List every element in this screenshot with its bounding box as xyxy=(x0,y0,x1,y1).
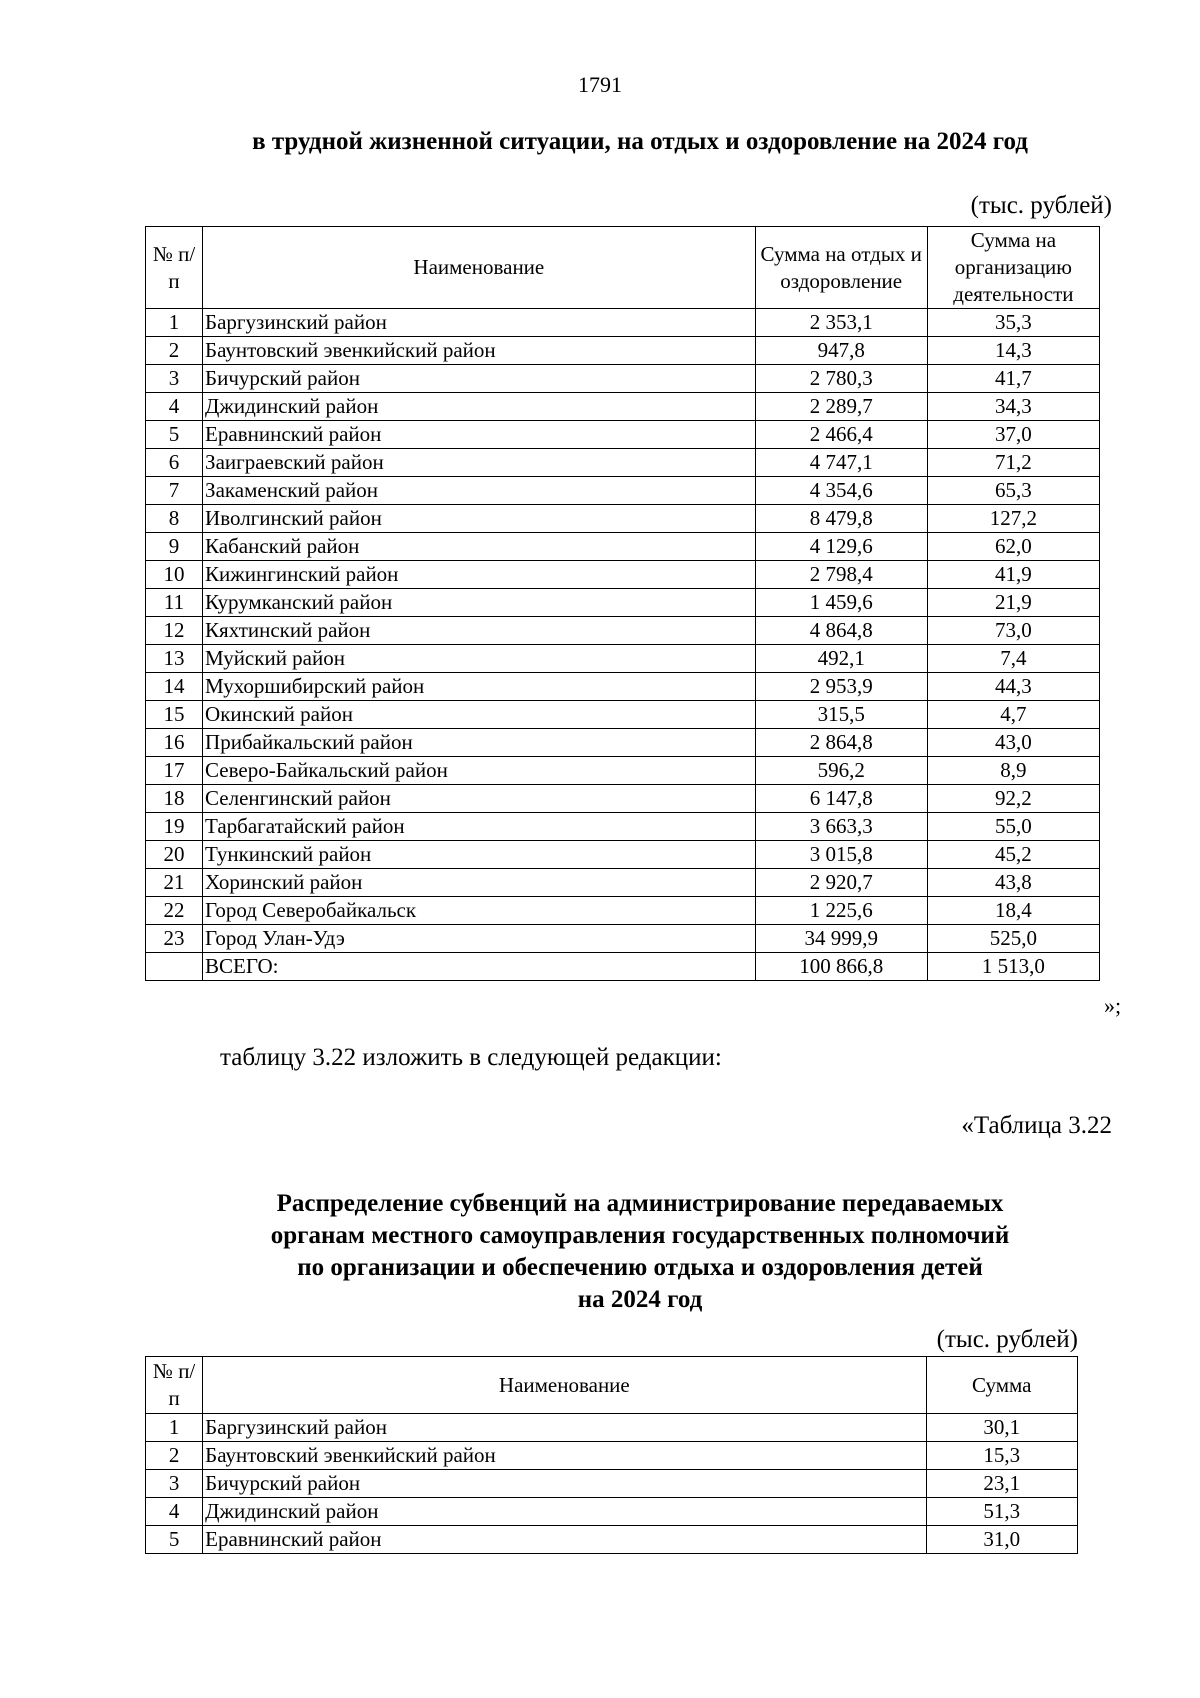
row-name: Баргузинский район xyxy=(203,309,756,337)
row-name: Курумканский район xyxy=(203,589,756,617)
row-sum-org: 4,7 xyxy=(927,701,1099,729)
header-sum: Сумма xyxy=(926,1357,1078,1414)
row-sum-org: 37,0 xyxy=(927,421,1099,449)
row-sum-org: 35,3 xyxy=(927,309,1099,337)
row-number: 3 xyxy=(146,365,203,393)
total-empty-cell xyxy=(146,953,203,981)
row-sum-rest: 4 747,1 xyxy=(755,449,927,477)
table-row xyxy=(146,925,1100,953)
row-sum: 30,1 xyxy=(926,1414,1078,1442)
row-name: Тункинский район xyxy=(203,841,756,869)
row-sum-org: 55,0 xyxy=(927,813,1099,841)
table-row xyxy=(146,477,1100,505)
allocation-table xyxy=(145,226,1100,981)
row-number: 8 xyxy=(146,505,203,533)
row-name: Город Северобайкальск xyxy=(203,897,756,925)
table-row xyxy=(146,589,1100,617)
row-sum-rest: 2 953,9 xyxy=(755,673,927,701)
row-number: 4 xyxy=(146,393,203,421)
total-sum-org: 1 513,0 xyxy=(927,953,1099,981)
row-name: Джидинский район xyxy=(203,393,756,421)
unit-label: (тыс. рублей) xyxy=(970,192,1112,219)
row-name: Еравнинский район xyxy=(203,1526,926,1554)
section-heading: в трудной жизненной ситуации, на отдых и оздоровление на 2024 год xyxy=(252,128,1028,155)
table-header-row xyxy=(146,1357,1078,1414)
row-number: 20 xyxy=(146,841,203,869)
row-number: 6 xyxy=(146,449,203,477)
row-sum: 15,3 xyxy=(926,1442,1078,1470)
row-number: 17 xyxy=(146,757,203,785)
row-sum-rest: 6 147,8 xyxy=(755,785,927,813)
row-number: 10 xyxy=(146,561,203,589)
row-name: Северо-Байкальский район xyxy=(203,757,756,785)
table-title-line: на 2024 год xyxy=(577,1286,703,1313)
row-sum-rest: 3 663,3 xyxy=(755,813,927,841)
row-name: Баунтовский эвенкийский район xyxy=(203,1442,926,1470)
table-title xyxy=(150,1188,1130,1316)
table-row xyxy=(146,813,1100,841)
header-num: № п/п xyxy=(146,227,203,309)
row-sum-rest: 4 354,6 xyxy=(755,477,927,505)
table-label: «Таблица 3.22 xyxy=(961,1112,1112,1139)
table-row xyxy=(146,1498,1078,1526)
table-row xyxy=(146,673,1100,701)
table-row xyxy=(146,897,1100,925)
row-sum-org: 65,3 xyxy=(927,477,1099,505)
row-sum: 51,3 xyxy=(926,1498,1078,1526)
intro-text: таблицу 3.22 изложить в следующей редакции: xyxy=(220,1044,722,1071)
row-sum-org: 44,3 xyxy=(927,673,1099,701)
table-row xyxy=(146,337,1100,365)
row-number: 11 xyxy=(146,589,203,617)
table-row xyxy=(146,533,1100,561)
row-sum-rest: 2 864,8 xyxy=(755,729,927,757)
table-row xyxy=(146,1470,1078,1498)
row-name: Закаменский район xyxy=(203,477,756,505)
table-body xyxy=(146,309,1100,981)
row-number: 9 xyxy=(146,533,203,561)
table-row xyxy=(146,757,1100,785)
row-number: 3 xyxy=(146,1470,203,1498)
row-sum-rest: 2 920,7 xyxy=(755,869,927,897)
row-sum-org: 525,0 xyxy=(927,925,1099,953)
row-number: 15 xyxy=(146,701,203,729)
row-sum-rest: 4 129,6 xyxy=(755,533,927,561)
row-sum-org: 45,2 xyxy=(927,841,1099,869)
row-sum-org: 71,2 xyxy=(927,449,1099,477)
row-name: Селенгинский район xyxy=(203,785,756,813)
row-number: 21 xyxy=(146,869,203,897)
row-number: 19 xyxy=(146,813,203,841)
row-number: 1 xyxy=(146,309,203,337)
table-row xyxy=(146,1414,1078,1442)
row-number: 13 xyxy=(146,645,203,673)
row-sum-org: 41,7 xyxy=(927,365,1099,393)
row-sum-org: 7,4 xyxy=(927,645,1099,673)
row-sum-rest: 596,2 xyxy=(755,757,927,785)
row-number: 1 xyxy=(146,1414,203,1442)
table-title-line: по организации и обеспечению отдыха и оздоровления детей xyxy=(297,1254,983,1281)
row-number: 23 xyxy=(146,925,203,953)
row-sum-rest: 1 225,6 xyxy=(755,897,927,925)
row-name: Заиграевский район xyxy=(203,449,756,477)
row-name: Прибайкальский район xyxy=(203,729,756,757)
table-row xyxy=(146,561,1100,589)
row-number: 5 xyxy=(146,1526,203,1554)
header-num: № п/п xyxy=(146,1357,203,1414)
row-sum-rest: 2 798,4 xyxy=(755,561,927,589)
table-row xyxy=(146,1526,1078,1554)
total-label: ВСЕГО: xyxy=(203,953,756,981)
header-name: Наименование xyxy=(203,1357,926,1414)
row-name: Баунтовский эвенкийский район xyxy=(203,337,756,365)
row-number: 2 xyxy=(146,337,203,365)
row-name: Мухоршибирский район xyxy=(203,673,756,701)
unit-label: (тыс. рублей) xyxy=(936,1326,1078,1353)
row-name: Муйский район xyxy=(203,645,756,673)
table-row xyxy=(146,869,1100,897)
row-number: 18 xyxy=(146,785,203,813)
row-sum-rest: 2 466,4 xyxy=(755,421,927,449)
row-name: Еравнинский район xyxy=(203,421,756,449)
header-sum-org: Сумма на организацию деятельности xyxy=(927,227,1099,309)
row-sum-org: 43,0 xyxy=(927,729,1099,757)
table-row xyxy=(146,365,1100,393)
table-row xyxy=(146,841,1100,869)
row-name: Город Улан-Удэ xyxy=(203,925,756,953)
row-number: 12 xyxy=(146,617,203,645)
row-sum-rest: 4 864,8 xyxy=(755,617,927,645)
row-name: Бичурский район xyxy=(203,1470,926,1498)
table-row xyxy=(146,309,1100,337)
row-number: 14 xyxy=(146,673,203,701)
row-sum-rest: 2 780,3 xyxy=(755,365,927,393)
row-sum-rest: 8 479,8 xyxy=(755,505,927,533)
table-row xyxy=(146,701,1100,729)
table-row xyxy=(146,785,1100,813)
row-sum-rest: 34 999,9 xyxy=(755,925,927,953)
table-row xyxy=(146,729,1100,757)
row-number: 7 xyxy=(146,477,203,505)
row-sum-org: 92,2 xyxy=(927,785,1099,813)
row-sum-rest: 947,8 xyxy=(755,337,927,365)
table-row xyxy=(146,393,1100,421)
row-name: Тарбагатайский район xyxy=(203,813,756,841)
total-row xyxy=(146,953,1100,981)
table-body xyxy=(146,1414,1078,1554)
row-sum-rest: 3 015,8 xyxy=(755,841,927,869)
row-name: Иволгинский район xyxy=(203,505,756,533)
row-sum-org: 62,0 xyxy=(927,533,1099,561)
row-name: Кабанский район xyxy=(203,533,756,561)
row-sum: 31,0 xyxy=(926,1526,1078,1554)
row-name: Джидинский район xyxy=(203,1498,926,1526)
table-row xyxy=(146,421,1100,449)
row-number: 4 xyxy=(146,1498,203,1526)
page-number: 1791 xyxy=(578,72,622,97)
row-number: 2 xyxy=(146,1442,203,1470)
header-sum-rest: Сумма на отдых и оздоровление xyxy=(755,227,927,309)
row-sum-rest: 492,1 xyxy=(755,645,927,673)
table-row xyxy=(146,505,1100,533)
row-sum-org: 21,9 xyxy=(927,589,1099,617)
row-name: Хоринский район xyxy=(203,869,756,897)
row-sum-org: 43,8 xyxy=(927,869,1099,897)
row-sum-rest: 315,5 xyxy=(755,701,927,729)
table-row xyxy=(146,449,1100,477)
row-number: 22 xyxy=(146,897,203,925)
table-title-line: Распределение субвенций на администрирование передаваемых xyxy=(276,1190,1004,1217)
row-sum-org: 41,9 xyxy=(927,561,1099,589)
table-row xyxy=(146,617,1100,645)
row-sum-org: 34,3 xyxy=(927,393,1099,421)
row-sum-org: 18,4 xyxy=(927,897,1099,925)
row-name: Кяхтинский район xyxy=(203,617,756,645)
subvention-table xyxy=(145,1356,1078,1554)
header-name: Наименование xyxy=(203,227,756,309)
table-row xyxy=(146,1442,1078,1470)
table-title-line: органам местного самоуправления государственных полномочий xyxy=(270,1222,1010,1249)
row-name: Бичурский район xyxy=(203,365,756,393)
row-name: Баргузинский район xyxy=(203,1414,926,1442)
total-sum-rest: 100 866,8 xyxy=(755,953,927,981)
table-header-row xyxy=(146,227,1100,309)
row-sum-org: 73,0 xyxy=(927,617,1099,645)
row-sum-org: 14,3 xyxy=(927,337,1099,365)
row-name: Кижингинский район xyxy=(203,561,756,589)
row-name: Окинский район xyxy=(203,701,756,729)
row-sum-org: 8,9 xyxy=(927,757,1099,785)
row-sum-rest: 2 289,7 xyxy=(755,393,927,421)
row-sum-rest: 2 353,1 xyxy=(755,309,927,337)
table-row xyxy=(146,645,1100,673)
row-sum-org: 127,2 xyxy=(927,505,1099,533)
row-number: 5 xyxy=(146,421,203,449)
row-number: 16 xyxy=(146,729,203,757)
row-sum: 23,1 xyxy=(926,1470,1078,1498)
closing-quote: »; xyxy=(1104,993,1122,1018)
row-sum-rest: 1 459,6 xyxy=(755,589,927,617)
